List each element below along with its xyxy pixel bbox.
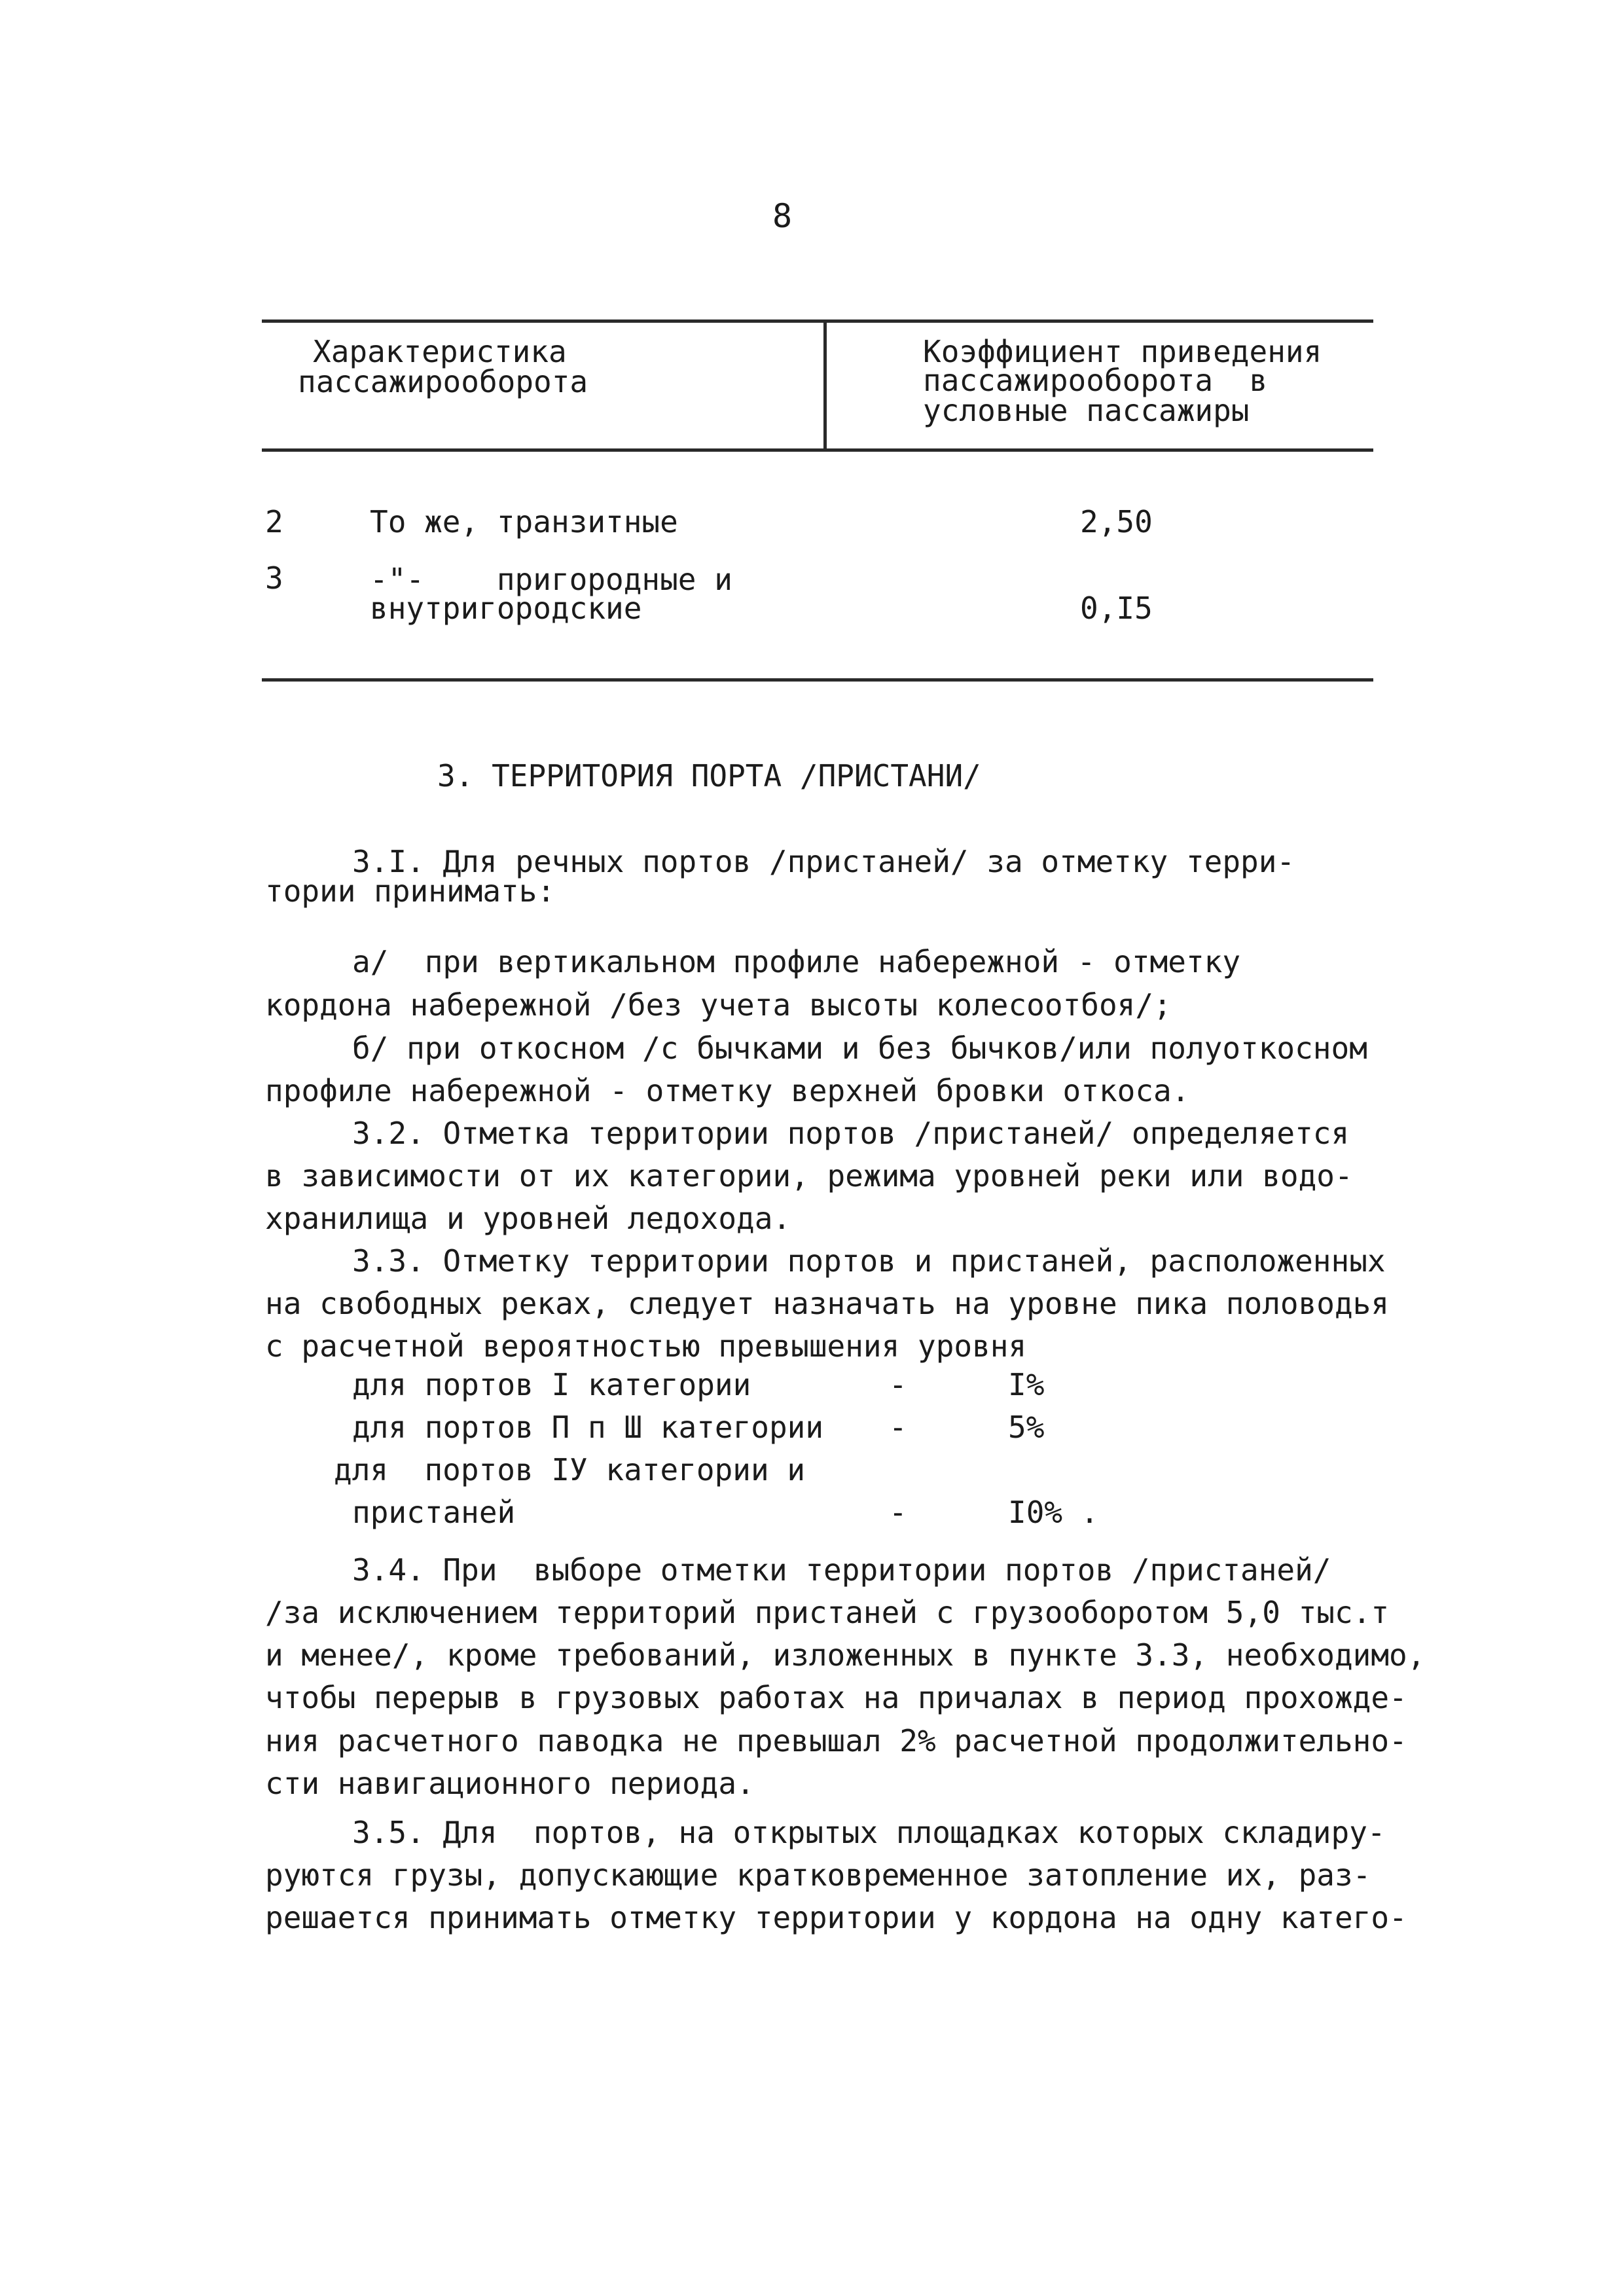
col1-header-line1: Характеристика [313, 334, 567, 369]
category-label: для портов IУ категории и [334, 1452, 806, 1487]
row-number: 3 [265, 560, 283, 596]
paragraph-line: с расчетной вероятностью превышения уровня [265, 1328, 1027, 1364]
row-value: 0,I5 [1080, 591, 1153, 626]
paragraph-line: профиле набережной - отметку верхней бровки откоса. [265, 1073, 1190, 1108]
category-label: пристаней [352, 1495, 516, 1530]
paragraph-line: а/ при вертикальном профиле набережной - отметку [352, 944, 1241, 979]
section-title: 3. ТЕРРИТОРИЯ ПОРТА /ПРИСТАНИ/ [437, 758, 981, 793]
category-label: для портов П п Ш категории [352, 1410, 824, 1445]
category-value: 5% [1008, 1410, 1045, 1445]
row-value: 2,50 [1080, 504, 1153, 539]
category-label: для портов I категории [352, 1367, 751, 1402]
paragraph-line: тории принимать: [265, 873, 556, 909]
paragraph-line: 3.2. Отметка территории портов /пристаней/ определяется [352, 1116, 1350, 1151]
category-dash: - [889, 1495, 907, 1530]
col2-header-line1: Коэффициент приведения [923, 334, 1322, 369]
paragraph-line: руются грузы, допускающие кратковременное затопление их, раз- [265, 1857, 1371, 1893]
table-bottom-rule [262, 678, 1373, 682]
paragraph-line: б/ при откосном /с бычками и без бычков/или полуоткосном [352, 1030, 1367, 1066]
paragraph-line: сти навигационного периода. [265, 1766, 755, 1801]
paragraph-line: /за исключением территорий пристаней с грузооборотом 5,0 тыс.т [265, 1595, 1390, 1630]
paragraph-line: 3.4. При выборе отметки территории портов /пристаней/ [352, 1552, 1331, 1588]
row-text: -"- пригородные и [370, 562, 732, 597]
paragraph-line: чтобы перерыв в грузовых работах на причалах в период прохожде- [265, 1680, 1407, 1715]
paragraph-line: 3.5. Для портов, на открытых площадках которых складиру- [352, 1815, 1386, 1850]
paragraph-line: 3.3. Отметку территории портов и пристаней, расположенных [352, 1243, 1386, 1279]
table-header-rule [262, 448, 1373, 452]
table-column-divider [823, 321, 827, 450]
category-dash: - [889, 1410, 907, 1445]
paragraph-line: кордона набережной /без учета высоты колесоотбоя/; [265, 987, 1172, 1023]
paragraph-line: решается принимать отметку территории у кордона на одну катего- [265, 1900, 1407, 1935]
paragraph-line: ния расчетного паводка не превышал 2% расчетной продолжительно- [265, 1723, 1407, 1758]
paragraph-line: 3.I. Для речных портов /пристаней/ за отметку терри- [352, 844, 1295, 879]
paragraph-line: в зависимости от их категории, режима уровней реки или водо- [265, 1158, 1353, 1194]
page-number: 8 [772, 197, 793, 235]
row-text: То же, транзитные [370, 504, 678, 539]
category-value: I0% . [1008, 1495, 1099, 1530]
table-top-rule [262, 319, 1373, 323]
col2-header-line3: условные пассажиры [923, 393, 1250, 428]
row-text: внутригородские [370, 591, 642, 626]
category-dash: - [889, 1367, 907, 1402]
paragraph-line: на свободных реках, следует назначать на уровне пика половодья [265, 1286, 1390, 1321]
col2-header-line2: пассажирооборота в [923, 363, 1268, 398]
paragraph-line: и менее/, кроме требований, изложенных в пункте 3.3, необходимо, [265, 1637, 1426, 1673]
paragraph-line: хранилища и уровней ледохода. [265, 1201, 791, 1236]
row-number: 2 [265, 504, 283, 539]
category-value: I% [1008, 1367, 1045, 1402]
col1-header-line2: пассажирооборота [298, 364, 588, 399]
